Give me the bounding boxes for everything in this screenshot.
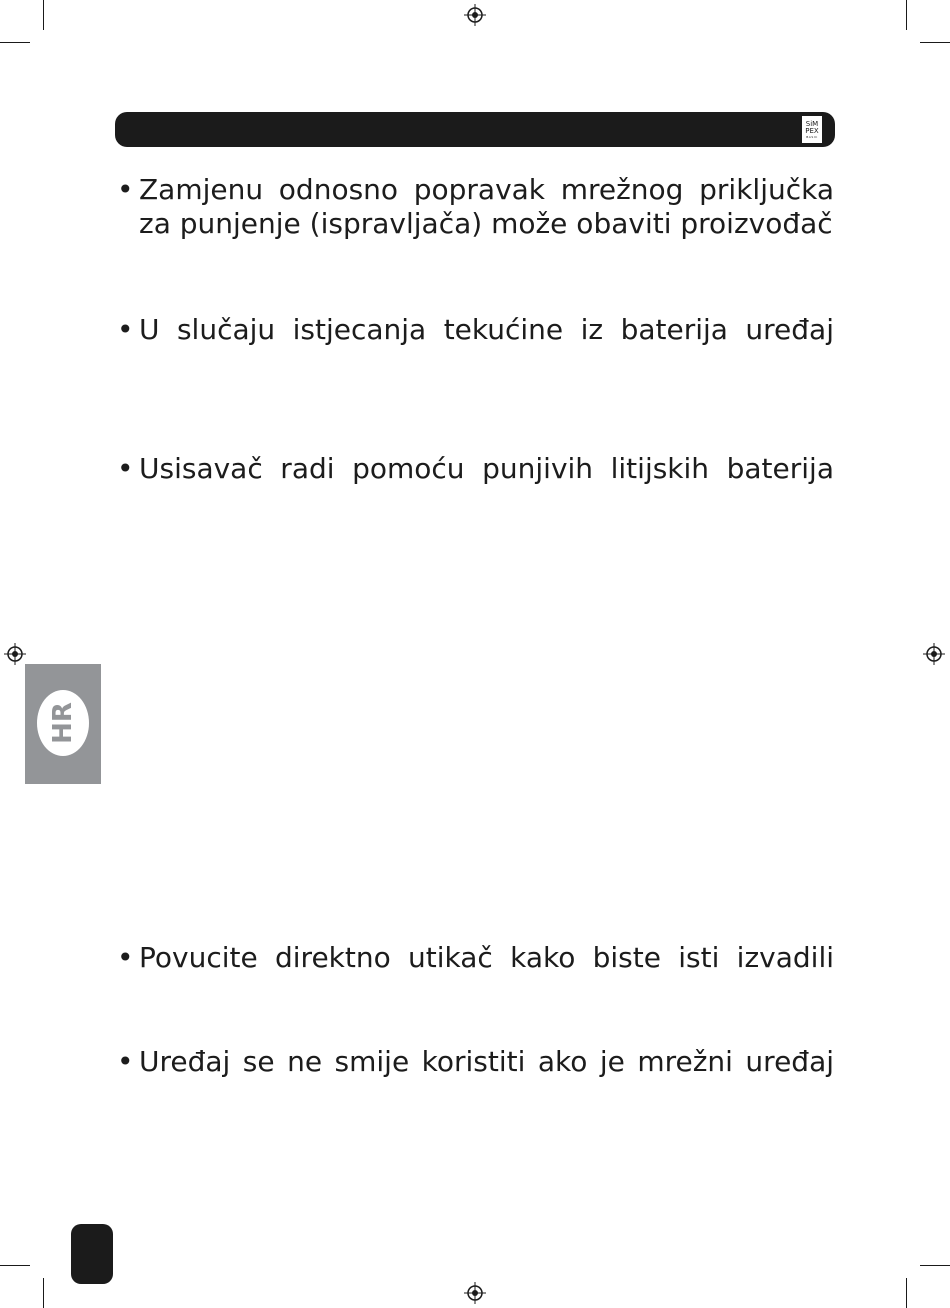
registration-mark-right-icon: [923, 643, 945, 665]
logo-text-line3: BASIC: [806, 134, 818, 139]
bullet-text: Povucite direktno utikač kako biste isti izvadili: [139, 941, 834, 974]
bullet-text: Usisavač radi pomoću punjivih litijskih baterija: [139, 452, 834, 485]
bullet-item: [117, 452, 834, 486]
bullet-item: [117, 313, 834, 347]
bullet-text: Zamjenu odnosno popravak mrežnog priključka za punjenje (ispravljača) može obaviti proizvođač: [139, 173, 834, 240]
bullet-dot-icon: •: [117, 941, 134, 974]
logo-text-line1: SiM: [805, 119, 819, 128]
language-tab: [25, 664, 101, 784]
crop-mark-bottom-right-horizontal: [920, 1265, 950, 1266]
brand-logo: [801, 115, 823, 144]
crop-mark-bottom-left-horizontal: [0, 1265, 30, 1266]
bullet-item: [117, 173, 834, 241]
bullet-dot-icon: •: [117, 313, 134, 346]
crop-mark-bottom-left-vertical: [43, 1278, 44, 1308]
crop-mark-bottom-right-vertical: [906, 1278, 907, 1308]
bullet-dot-icon: •: [117, 173, 134, 206]
bullet-item: [117, 1045, 834, 1079]
bullet-dot-icon: •: [117, 452, 134, 485]
crop-mark-top-left-vertical: [43, 0, 44, 30]
page-number-tab: [71, 1224, 113, 1284]
crop-mark-top-right-vertical: [906, 0, 907, 30]
header-bar: [115, 112, 835, 147]
crop-mark-top-right-horizontal: [920, 42, 950, 43]
bullet-dot-icon: •: [117, 1045, 134, 1078]
bullet-text: U slučaju istjecanja tekućine iz baterija uređaj: [139, 313, 834, 346]
registration-mark-top-icon: [464, 4, 486, 26]
registration-mark-left-icon: [4, 643, 26, 665]
registration-mark-bottom-icon: [464, 1282, 486, 1304]
language-badge: [37, 690, 89, 756]
bullet-item: [117, 941, 834, 975]
logo-text-line2: PEX: [805, 126, 819, 135]
language-code: HR: [48, 702, 78, 744]
bullet-text: Uređaj se ne smije koristiti ako je mrežni uređaj: [139, 1045, 834, 1078]
crop-mark-top-left-horizontal: [0, 42, 30, 43]
